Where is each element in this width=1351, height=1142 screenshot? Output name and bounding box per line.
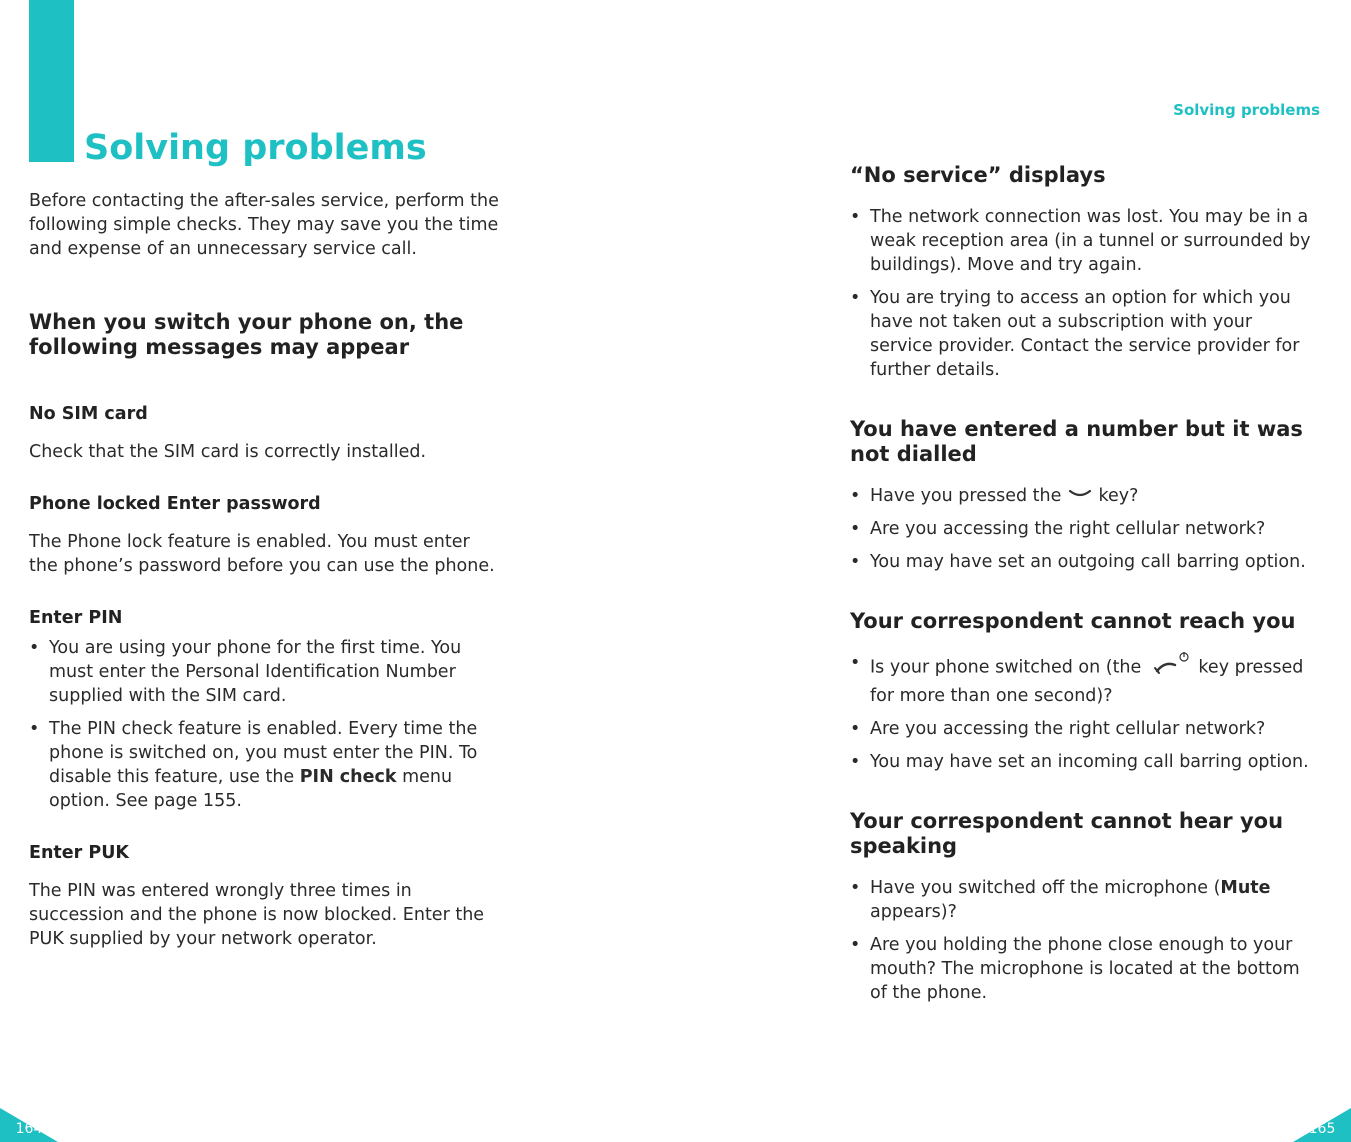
mute-label: Mute — [1220, 878, 1271, 898]
list-item: • You may have set an incoming call barring option. — [850, 750, 1320, 774]
bullet-text: key pressed for more than one second)? — [870, 657, 1304, 706]
list-item — [29, 717, 499, 813]
cannot-hear-list — [850, 876, 1320, 1005]
list-item — [850, 651, 1320, 708]
list-item: • Are you holding the phone close enough to your mouth? The microphone is located at the bottom of the phone. — [850, 933, 1320, 1005]
send-key-icon — [1067, 484, 1093, 508]
list-item: • You are trying to access an option for which you have not taken out a subscription with your service provider. Contact the service provider for further details. — [850, 286, 1320, 382]
list-item — [850, 484, 1320, 508]
bullet-text: Have you switched off the microphone ( — [870, 878, 1221, 898]
chapter-accent-bar — [29, 0, 74, 162]
list-item — [850, 876, 1320, 924]
list-item: • Are you accessing the right cellular network? — [850, 517, 1320, 541]
page-number-badge-right — [1293, 1108, 1351, 1142]
bullet-text: The PIN check feature is enabled. Every time the phone is switched on, you must enter the PIN. To disable this feature, use the — [49, 719, 478, 787]
left-page — [0, 0, 675, 1142]
heading-phone-locked: Phone locked Enter password — [29, 494, 321, 514]
no-service-list — [850, 205, 1320, 382]
cannot-reach-list — [850, 651, 1320, 774]
heading-enter-puk: Enter PUK — [29, 843, 129, 863]
chapter-title: Solving problems — [84, 128, 427, 168]
enter-pin-list — [29, 636, 499, 813]
heading-cannot-hear: Your correspondent cannot hear you speaking — [850, 809, 1284, 858]
list-item: • You are using your phone for the first time. You must enter the Personal Identification Number supplied with the SIM card. — [29, 636, 499, 708]
left-content — [29, 189, 499, 951]
bullet-text: Have you pressed the — [870, 486, 1067, 506]
bullet-text: key? — [1092, 486, 1139, 506]
intro-paragraph: Before contacting the after-sales service, perform the following simple checks. They may save you the time and expense of an unnecessary service call. — [29, 191, 499, 259]
text-no-sim-card: Check that the SIM card is correctly installed. — [29, 442, 427, 462]
heading-no-sim-card: No SIM card — [29, 404, 148, 424]
heading-no-service: “No service” displays — [850, 163, 1106, 187]
text-phone-locked: The Phone lock feature is enabled. You must enter the phone’s password before you can use the phone. — [29, 532, 495, 576]
text-enter-puk: The PIN was entered wrongly three times in succession and the phone is now blocked. Enter the PUK supplied by your network operator. — [29, 881, 485, 949]
bullet-text: menu option. See page 155. — [49, 767, 453, 811]
power-end-key-icon — [1147, 651, 1193, 684]
page-number-badge-left — [0, 1108, 58, 1142]
running-head: Solving problems — [1173, 101, 1320, 119]
not-dialled-list — [850, 484, 1320, 574]
list-item: • The network connection was lost. You may be in a weak reception area (in a tunnel or surrounded by buildings). Move and try again. — [850, 205, 1320, 277]
heading-cannot-reach: Your correspondent cannot reach you — [850, 609, 1296, 633]
bullet-text: appears)? — [870, 902, 957, 922]
bullet-text: Is your phone switched on (the — [870, 657, 1147, 678]
list-item: • You may have set an outgoing call barring option. — [850, 550, 1320, 574]
page-number-right: 165 — [1308, 1121, 1336, 1137]
right-page — [676, 0, 1351, 1142]
heading-enter-pin: Enter PIN — [29, 608, 123, 628]
right-content — [850, 163, 1320, 1005]
heading-not-dialled: You have entered a number but it was not dialled — [850, 417, 1303, 466]
page-number-left: 164 — [15, 1121, 43, 1137]
pin-check-menu-name: PIN check — [299, 767, 397, 787]
list-item: • Are you accessing the right cellular network? — [850, 717, 1320, 741]
section-heading-switch-on: When you switch your phone on, the following messages may appear — [29, 310, 464, 359]
